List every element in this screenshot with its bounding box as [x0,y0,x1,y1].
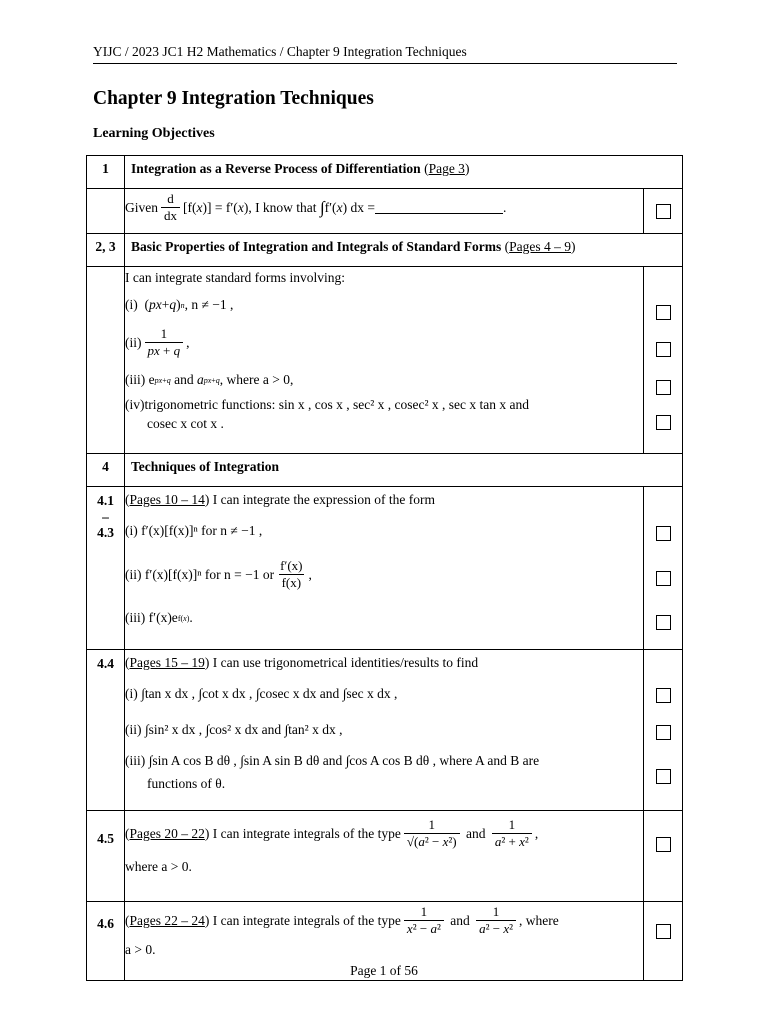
checkbox[interactable] [656,415,671,430]
page-link[interactable]: Page 3 [428,161,465,176]
row-heading: Integration as a Reverse Process of Differentiation (Page 3) [125,156,683,189]
table-row: 4 Techniques of Integration [87,454,683,487]
checkbox[interactable] [656,571,671,586]
objective-cell: ( Pages 22 – 24 ) I can integrate integrals of the type $\frac{1}{\text{x² − a²}}$ and $\frac{1}{\text{a² − x²}}$ , where a > 0. [125,902,644,981]
objective-cell: Given $\frac{d}{dx}$ [f(x)] = f′(x) , I know that ∫ f′( x ) dx = . [125,189,644,234]
page-link[interactable]: Pages 22 – 24 [129,913,205,928]
checkbox[interactable] [656,342,671,357]
checkbox[interactable] [656,725,671,740]
objective-cell: ( Pages 15 – 19 ) I can use trigonometrical identities/results to find (i) ∫tan x dx , ∫cot x dx , ∫cosec x dx and ∫sec x dx , (ii) ∫sin² x dx , ∫cos² x dx and ∫tan² x dx , (iii) ∫sin A cos B dθ , ∫sin A sin B dθ and ∫cos A cos B dθ , where A and B are functions of θ. [125,650,644,811]
objective-cell: I can integrate standard forms involving: (i) ( px + q ) n , n ≠ −1 , (ii) $\frac{1}{px + q}$ , (iii) e px+q and a px+q , where a > 0, (iv) trigonometric functions: sin x , cos x , sec² x , cosec² x , sec x tan x and cosec x cot x . [125,267,644,454]
checkbox[interactable] [656,688,671,703]
table-row [87,189,683,234]
row-number: 1 [87,156,125,189]
learning-objectives-table [86,155,683,981]
checkbox[interactable] [656,526,671,541]
checkbox[interactable] [656,615,671,630]
checkbox[interactable] [656,204,671,219]
table-row [87,267,683,454]
checkbox[interactable] [656,305,671,320]
page-link[interactable]: Pages 4 – 9 [509,239,571,254]
table-row [87,156,683,189]
table-row: 4.5 ( Pages 20 – 22 ) I can integrate integrals of the type $\frac{1}{\text{√(a² − x²)}}$ and $\frac{1}{\text{a² + x²}}$ , where a > 0. [87,811,683,902]
checkbox[interactable] [656,380,671,395]
page-link[interactable]: Pages 10 – 14 [129,492,205,507]
row-heading: Basic Properties of Integration and Integrals of Standard Forms (Pages 4 – 9) [125,234,683,267]
table-row: 4.4 ( Pages 15 – 19 ) I can use trigonometrical identities/results to find (i) ∫tan x dx , ∫cot x dx , ∫cosec x dx and ∫sec x dx , (ii) ∫sin² x dx , ∫cos² x dx and ∫tan² x dx , (iii) ∫sin A cos B dθ , ∫sin A sin B dθ and ∫cos A cos B dθ , where A and B are functions of θ. [87,650,683,811]
derivative-fraction: $\frac{d}{dx}$ [161,192,180,224]
page-number: Page 1 of 56 [350,963,418,978]
page-link[interactable]: Pages 15 – 19 [129,655,205,670]
checkbox[interactable] [656,924,671,939]
running-header: YIJC / 2023 JC1 H2 Mathematics / Chapter 9 Integration Techniques [93,44,677,64]
table-row: 4.1 – 4.3 ( Pages 10 – 14 ) I can integrate the expression of the form (i) f′(x)[f(x)]ⁿ for n ≠ −1 , (ii) f′(x)[f(x)]ⁿ for n = −1 or $\frac{f'(x)}{f(x)}$ , (iii) f′(x)e f(x) . [87,487,683,650]
table-row: 4.6 ( Pages 22 – 24 ) I can integrate integrals of the type $\frac{1}{\text{x² − a²}}$ and $\frac{1}{\text{a² − x²}}$ , where a > 0. [87,902,683,981]
section-subtitle: Learning Objectives [93,126,215,141]
objective-cell: ( Pages 20 – 22 ) I can integrate integrals of the type $\frac{1}{\text{√(a² − x²)}}$ and $\frac{1}{\text{a² + x²}}$ , where a > 0. [125,811,644,902]
chapter-title: Chapter 9 Integration Techniques [93,88,374,109]
table-row: 2, 3 Basic Properties of Integration and Integrals of Standard Forms (Pages 4 – 9) [87,234,683,267]
objective-cell: ( Pages 10 – 14 ) I can integrate the expression of the form (i) f′(x)[f(x)]ⁿ for n ≠ −1 , (ii) f′(x)[f(x)]ⁿ for n = −1 or $\frac{f'(x)}{f(x)}$ , (iii) f′(x)e f(x) . [125,487,644,650]
page-link[interactable]: Pages 20 – 22 [129,826,205,841]
checkbox[interactable] [656,837,671,852]
answer-blank[interactable] [375,202,503,214]
row-heading: Techniques of Integration [125,454,683,487]
checkbox[interactable] [656,769,671,784]
